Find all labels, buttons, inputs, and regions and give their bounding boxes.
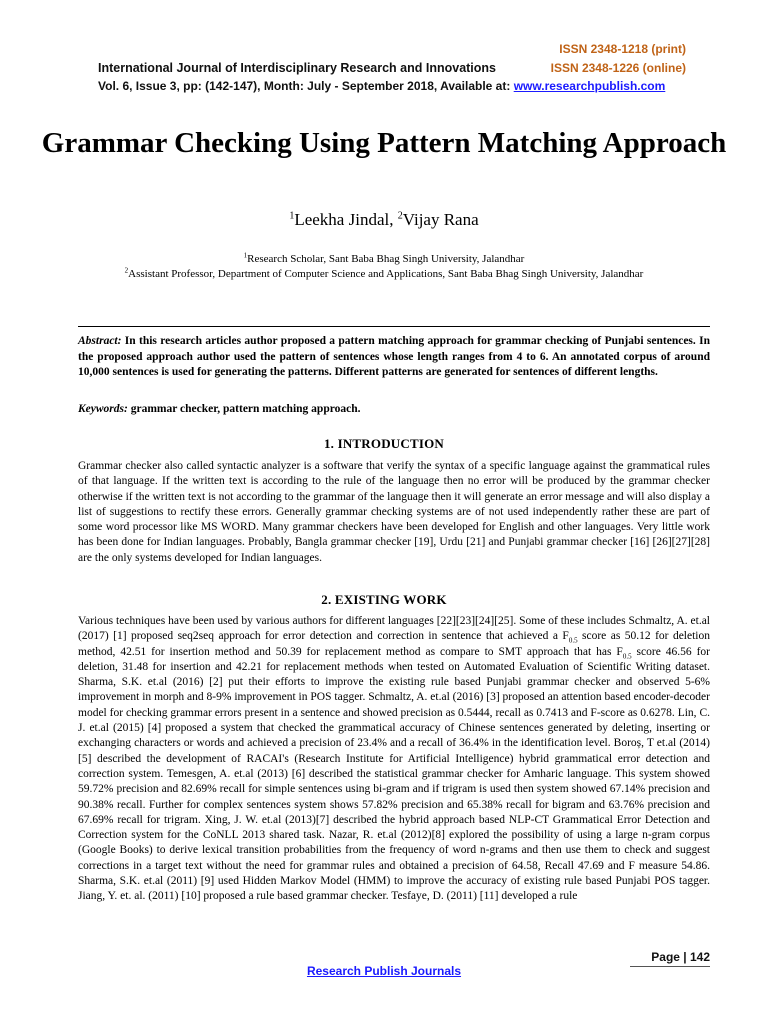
existing-work-text-3: score 46.56 for deletion, 31.48 for insertion and 42.21 for replacement methods when tested on Automated Evaluation of Scientific Writing dataset. Sharma, S.K. et.al (2016) [2] put their efforts to improve the existing rule based Punjabi grammar checker and observed 5-6% improvement in morph and 8-9% improvement in POS tagger. Schmaltz, A. et.al (2016) [3] proposed an attention based encoder-decoder model for checking grammar errors present in a sentence and showed precision as 0.5444, recall as 0.7413 and F-score as 0.6278. Lin, C. J. et.al (2015) [4] proposed a system that checked the grammatical accuracy of Chinese sentences generated by deleting, inserting or exchanging characters or words and achieved a precision of 23.4% and a recall of 36.4% in the identification level. Boroș, T et.al (2014) [5] described the development of RACAI's (Research Institute for Artificial Intelligence) hybrid grammatical error detection and correction system. Temesgen, A. et.al (2013) [6] described the statistical grammar checker for Amharic language. This system showed 59.72% precision and 82.69% recall for simple sentences using bi-gram and if trigram is used then system showed 67.14% precision and 90.38% recall. Further for complex sentences system shows 57.82% precision and 65.38% recall for bigram and 63.76% precision and 67.69% recall for trigram. Xing, J. W. et.al (2013)[7] described the hybrid approach based NLP-CT Grammatical Error Detection and Correction system for the CoNLL 2013 shared task. Nazar, R. et.al (2012)[8] explored the possibility of using a large n-gram corpus (Google Books) to derive lexical transition probabilities from the frequency of word n-grams and then use them to check and suggest corrections in a target text without the need for grammar rules and obtained a precision of 64.58, Recall 47.69 and F measure 54.86. Sharma, S.K. et.al (2011) [9] used Hidden Markov Model (HMM) to improve the accuracy of existing rule based Punjabi POS tagger. Jiang, Y. et. al. (2011) [10] proposed a rule based grammar checker. Tesfaye, D. (2011) [11] developed a rule (78, 645, 710, 903)
affil2-mark: 2 (124, 266, 129, 275)
volume-row (0, 79, 768, 95)
abstract (78, 334, 710, 381)
author1-affil-mark: 1 (289, 210, 295, 222)
authors (0, 210, 768, 230)
affil1-text: Research Scholar, Sant Baba Bhag Singh University, Jalandhar (247, 253, 525, 265)
journal-website-link[interactable]: www.researchpublish.com (513, 79, 666, 93)
publisher-footer-link[interactable]: Research Publish Journals (306, 964, 462, 978)
f-score-subscript: 0.5 (622, 651, 632, 660)
existing-work-text-2: score as 50.12 for deletion method, 42.51 for insertion method and 50.39 for replacement method as compare to SMT approach that has F (78, 630, 710, 658)
introduction-paragraph: Grammar checker also called syntactic analyzer is a software that verify the syntax of a specific language against the grammatical rules of that language. If the written text is according to the rule of the language then no error will be produced by the grammar checker otherwise if the written text is not according to the grammar of the language then it will generate an error message and will also display a list of suggestions to rectify these errors. Generally grammar checking systems are of not used independently rather these are part of some word processor like MS WORD. Many grammar checkers have been developed for English and other languages. Very little work has been done for Indian languages. Probably, Bangla grammar checker [19], Urdu [21] and Punjabi grammar checker [16] [26][27][28] are the only systems developed for Indian languages. (78, 460, 710, 564)
keywords-label: Keywords: (78, 403, 128, 415)
abstract-divider (78, 326, 710, 327)
volume-text: Vol. 6, Issue 3, pp: (142-147), Month: July - September 2018, Available at: (98, 79, 514, 93)
keywords (78, 403, 710, 415)
existing-work-text-1: Various techniques have been used by various authors for different languages [22][23][24][25]. Some of these includes Schmaltz, A. et.al (2017) [1] proposed seq2seq approach for error detection and correction in sentence that achieved a F (78, 615, 710, 643)
f-score-subscript: 0.5 (568, 636, 578, 645)
section-heading-existing-work: 2. EXISTING WORK (321, 592, 447, 607)
author1-name: Leekha Jindal, (294, 210, 398, 229)
abstract-label: Abstract: (78, 335, 122, 347)
paper-title: Grammar Checking Using Pattern Matching Approach (41, 127, 727, 159)
section-heading-introduction: 1. INTRODUCTION (323, 436, 444, 451)
issn-print: ISSN 2348-1218 (print) (559, 42, 686, 56)
journal-row (0, 61, 768, 77)
affiliation-1 (0, 253, 768, 265)
author2-name: Vijay Rana (402, 210, 479, 229)
keywords-text: grammar checker, pattern matching approach. (127, 403, 361, 415)
existing-work-paragraph (78, 614, 710, 905)
issn-print-row (0, 42, 768, 58)
affil1-mark: 1 (243, 251, 248, 260)
journal-name: International Journal of Interdisciplinary Research and Innovations (98, 61, 496, 75)
affiliation-2 (0, 268, 768, 280)
abstract-text: In this research articles author proposed a pattern matching approach for grammar checking of Punjabi sentences. In the proposed approach author used the pattern of sentences whose length ranges from 4 to 6. An annotated corpus of around 10,000 sentences is used for generating the patterns. Different patterns are generated for sentences of different lengths. (78, 335, 710, 378)
issn-online: ISSN 2348-1226 (online) (550, 61, 686, 75)
affil2-text: Assistant Professor, Department of Computer Science and Applications, Sant Baba Bhag Singh University, Jalandhar (128, 268, 644, 280)
page-number: Page | 142 (651, 950, 710, 964)
volume-info (98, 79, 665, 93)
author2-affil-mark: 2 (397, 210, 403, 222)
